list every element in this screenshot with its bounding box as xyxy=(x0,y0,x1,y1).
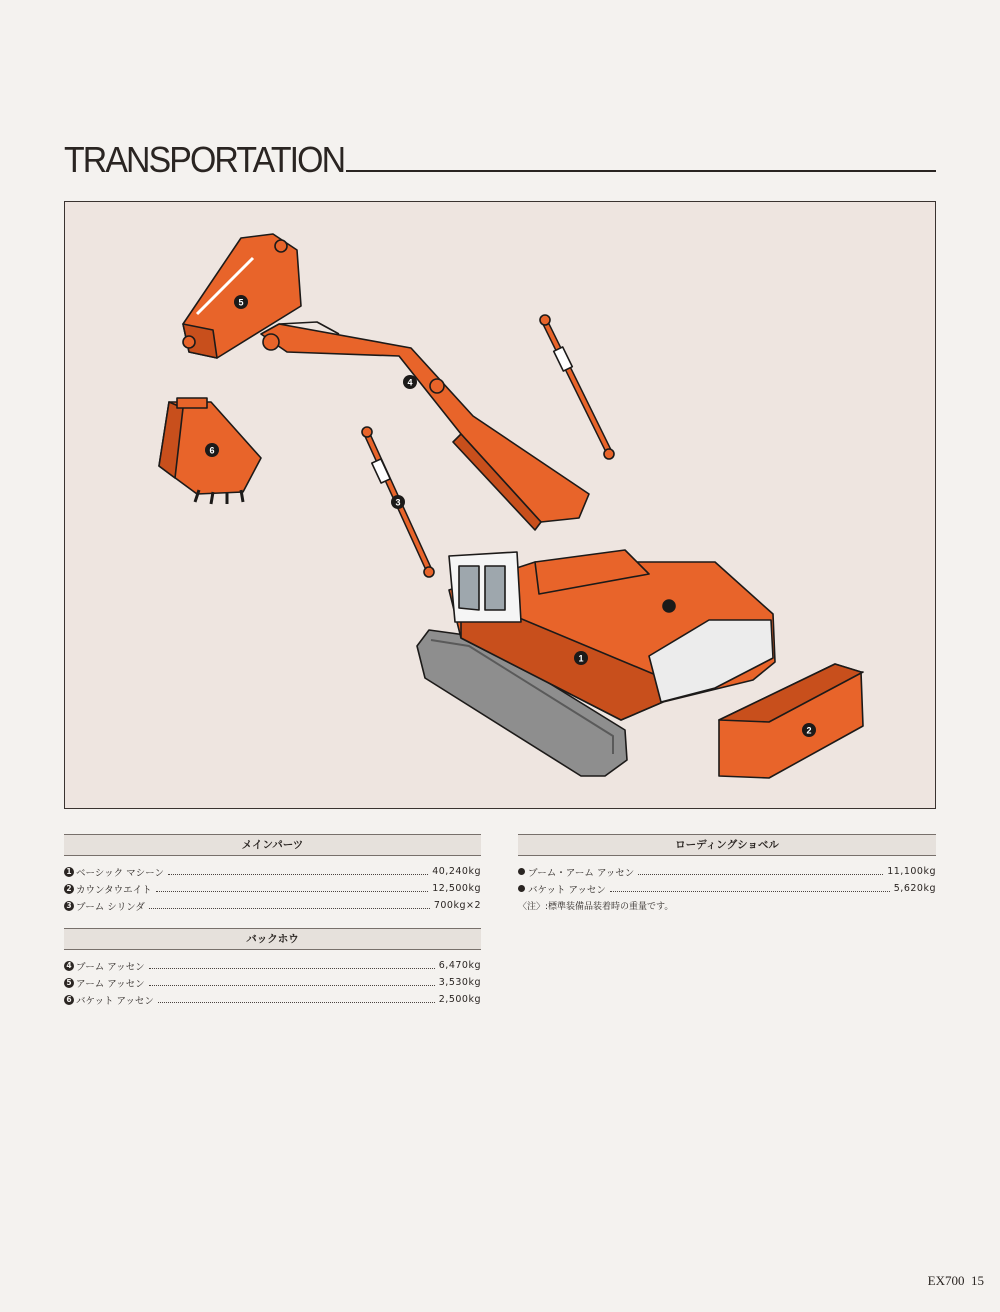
callout-marker xyxy=(234,295,248,309)
backhoe-table xyxy=(64,928,481,1008)
leader-dots xyxy=(149,985,435,986)
callout-marker xyxy=(574,651,588,665)
callout-marker-number: 6 xyxy=(209,445,215,456)
item-label: アーム アッセン xyxy=(76,978,145,990)
callout-marker xyxy=(403,375,417,389)
table-row xyxy=(64,863,481,880)
item-weight: 11,100kg xyxy=(887,866,936,877)
item-number: 3 xyxy=(64,901,74,911)
item-weight: 12,500kg xyxy=(432,883,481,894)
title-rule xyxy=(346,170,936,172)
item-number: 6 xyxy=(64,995,74,1005)
table-row xyxy=(518,880,936,897)
item-label: バケット アッセン xyxy=(76,995,154,1007)
callout-marker-number: 4 xyxy=(407,377,413,388)
table-row xyxy=(64,957,481,974)
model-name: EX700 xyxy=(927,1273,965,1288)
item-number: 2 xyxy=(64,884,74,894)
item-label: ブーム・アーム アッセン xyxy=(528,867,635,879)
weight-note: 〈注〉:標準装備品装着時の重量です。 xyxy=(518,902,674,912)
item-number: 1 xyxy=(64,867,74,877)
callout-marker-number: 2 xyxy=(806,725,812,736)
item-label: ベーシック マシーン xyxy=(76,867,164,879)
item-label: ブーム シリンダ xyxy=(76,901,145,913)
callout-marker xyxy=(802,723,816,737)
boom-assembly-part xyxy=(261,322,589,530)
callout-marker xyxy=(205,443,219,457)
boom-cylinder-part xyxy=(540,315,614,459)
page-title: TRANSPORTATION xyxy=(64,139,345,180)
page-footer xyxy=(928,1273,984,1289)
page-number: 15 xyxy=(971,1273,984,1288)
callout-marker-number: 3 xyxy=(395,497,401,508)
item-label: カウンタウエイト xyxy=(76,884,152,896)
item-weight: 5,620kg xyxy=(893,883,936,894)
item-number: 5 xyxy=(64,978,74,988)
table-row xyxy=(64,991,481,1008)
leader-dots xyxy=(610,891,890,892)
leader-dots xyxy=(168,874,428,875)
loading-shovel-header: ローディングショベル xyxy=(518,834,936,856)
leader-dots xyxy=(149,968,435,969)
callout-marker xyxy=(391,495,405,509)
table-row xyxy=(518,863,936,880)
table-row xyxy=(64,897,481,914)
leader-dots xyxy=(156,891,429,892)
item-label: バケット アッセン xyxy=(528,884,606,896)
leader-dots xyxy=(158,1002,435,1003)
item-weight: 2,500kg xyxy=(438,994,481,1005)
item-weight: 3,530kg xyxy=(438,977,481,988)
illustration-panel xyxy=(64,201,936,809)
table-row xyxy=(64,880,481,897)
table-row xyxy=(64,974,481,991)
backhoe-header: バックホウ xyxy=(64,928,481,950)
leader-dots xyxy=(638,874,883,875)
leader-dots xyxy=(149,908,430,909)
bullet-icon xyxy=(518,885,525,892)
main-parts-header: メインパーツ xyxy=(64,834,481,856)
item-label: ブーム アッセン xyxy=(76,961,145,973)
callout-marker-number: 1 xyxy=(578,653,584,664)
excavator-exploded-illustration xyxy=(65,202,935,808)
main-parts-table xyxy=(64,834,481,914)
title-bar xyxy=(64,140,936,180)
loading-shovel-table xyxy=(518,834,936,912)
callout-marker-number: 5 xyxy=(238,297,244,308)
bullet-icon xyxy=(518,868,525,875)
item-weight: 700kg×2 xyxy=(433,900,481,911)
item-weight: 40,240kg xyxy=(432,866,481,877)
item-weight: 6,470kg xyxy=(438,960,481,971)
item-number: 4 xyxy=(64,961,74,971)
